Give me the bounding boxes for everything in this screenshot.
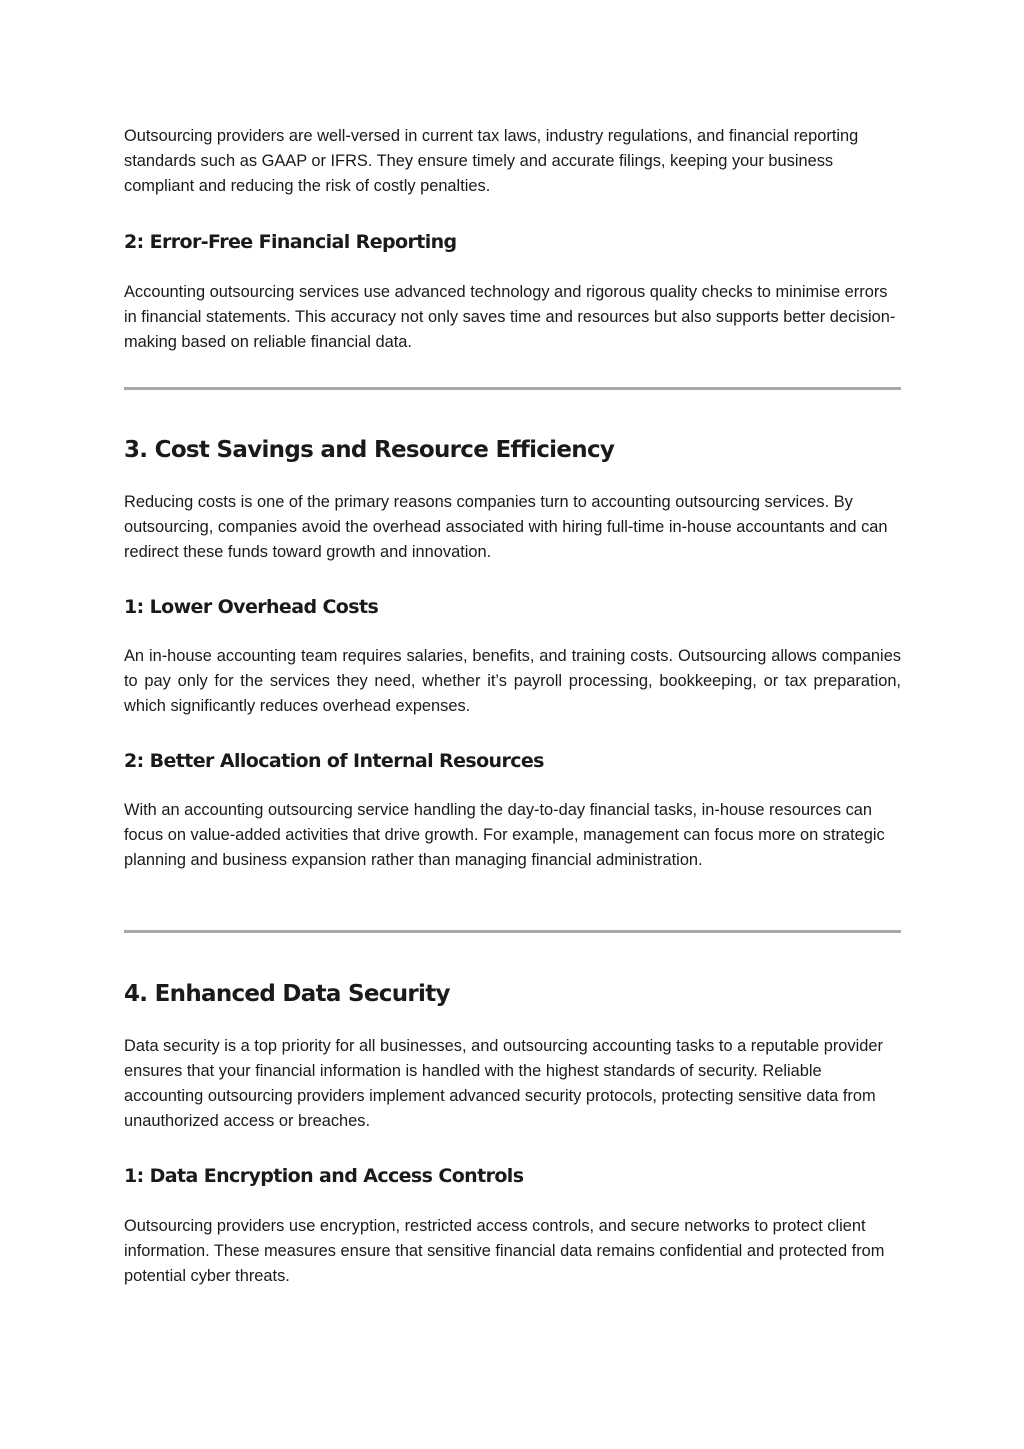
data-encryption-paragraph: Outsourcing providers use encryption, restricted access controls, and secure networks to protect client information. These measures ensure that sensitive financial data remains confidential and protected from potential cyber threats. (124, 1217, 885, 1285)
data-encryption-heading: 1: Data Encryption and Access Controls (124, 1165, 524, 1187)
intro-paragraph: Outsourcing providers are well-versed in current tax laws, industry regulations, and financial reporting standards such as GAAP or IFRS. They ensure timely and accurate filings, keeping your business compliant and reducing the risk of costly penalties. (124, 127, 859, 195)
lower-overhead-costs-paragraph: An in-house accounting team requires salaries, benefits, and training costs. Outsourcing allows companies to pay only for the services they need, whether it’s payroll processing, bookkeeping, or tax preparation, which significantly reduces overhead expenses. (124, 647, 901, 715)
section-3-heading: 3. Cost Savings and Resource Efficiency (124, 437, 615, 463)
section-4-paragraph: Data security is a top priority for all businesses, and outsourcing accounting tasks to a reputable provider ensures that your financial information is handled with the highest standards of security. Reliable accounting outsourcing providers implement advanced security protocols, protecting sensitive data from unauthorized access or breaches. (124, 1037, 883, 1130)
lower-overhead-costs-heading: 1: Lower Overhead Costs (124, 596, 379, 618)
internal-resources-paragraph: With an accounting outsourcing service handling the day-to-day financial tasks, in-house resources can focus on value-added activities that drive growth. For example, management can focus more on strategic planning and business expansion rather than managing financial administration. (124, 801, 885, 869)
section-3-paragraph: Reducing costs is one of the primary reasons companies turn to accounting outsourcing services. By outsourcing, companies avoid the overhead associated with hiring full-time in-house accountants and can redirect these funds toward growth and innovation. (124, 493, 888, 561)
error-free-reporting-heading: 2: Error-Free Financial Reporting (124, 231, 457, 253)
section-divider (124, 930, 901, 933)
error-free-reporting-paragraph: Accounting outsourcing services use advanced technology and rigorous quality checks to minimise errors in financial statements. This accuracy not only saves time and resources but also supports better decision-making based on reliable financial data. (124, 283, 896, 351)
section-4-heading: 4. Enhanced Data Security (124, 981, 450, 1007)
internal-resources-heading: 2: Better Allocation of Internal Resources (124, 750, 544, 772)
section-divider (124, 387, 901, 390)
